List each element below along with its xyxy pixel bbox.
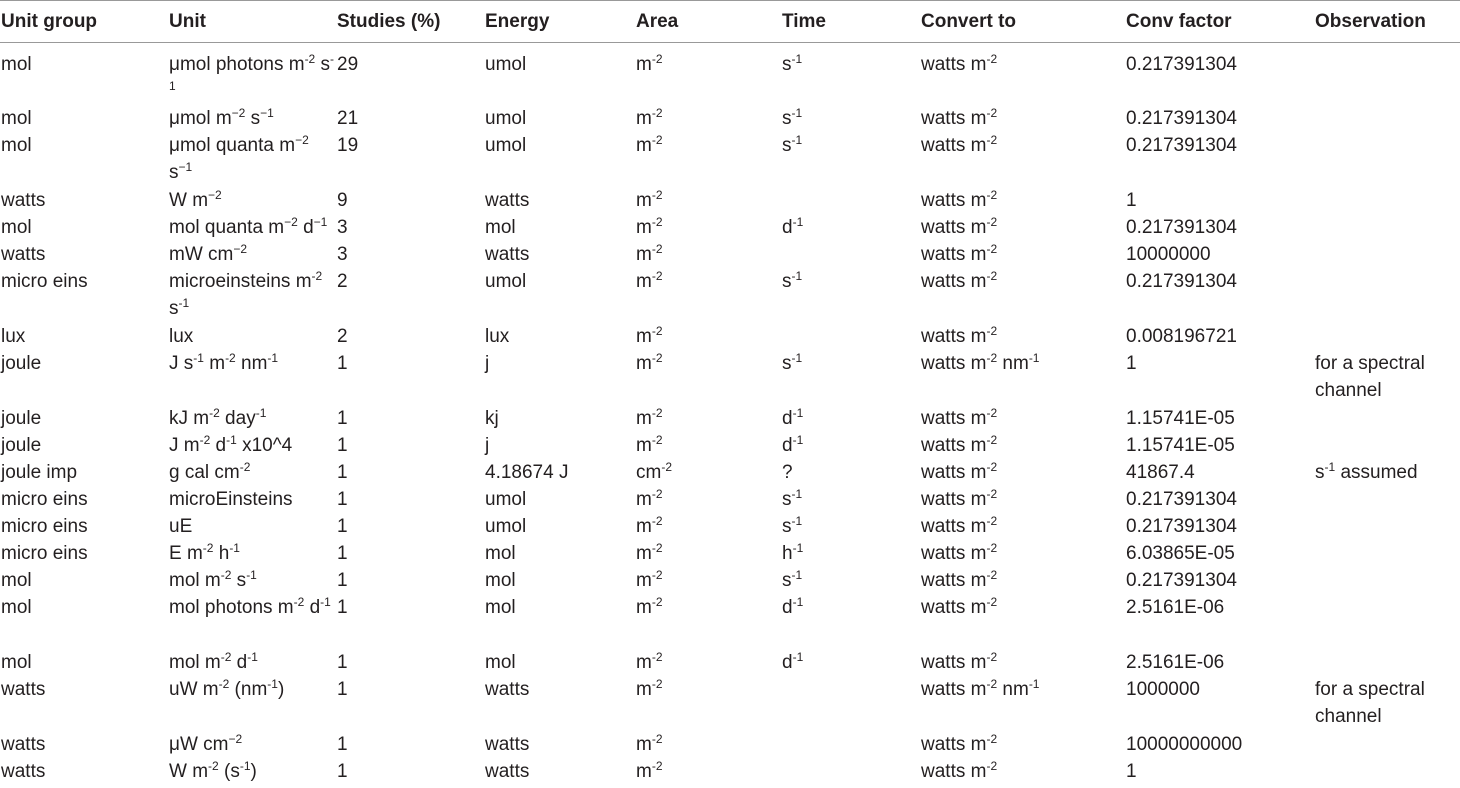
cell-convert-to: watts $m^{-2}$ <box>921 188 998 211</box>
table-row <box>0 758 1460 785</box>
table-row <box>0 513 1460 540</box>
cell-area: $m^{-2}$ <box>636 215 663 238</box>
cell-studies: 1 <box>337 435 348 456</box>
cell-studies: 1 <box>337 570 348 591</box>
cell-energy: umol <box>485 489 527 510</box>
header-unit-group: Unit group <box>0 1 168 43</box>
table-header <box>0 1 1460 43</box>
cell-convert-to: watts $m^{-2}$ <box>921 732 998 755</box>
cell-observation: for a spectral channel <box>1315 353 1425 401</box>
cell-convert-to: watts $m^{-2}$ $nm^{-1}$ <box>921 351 1040 374</box>
table-row <box>0 268 1460 323</box>
cell-area: $m^{-2}$ <box>636 269 663 292</box>
cell-area: $m^{-2}$ <box>636 433 663 456</box>
table-row <box>0 323 1460 350</box>
cell-conv-factor: 2.5161E-06 <box>1126 597 1225 618</box>
cell-studies: 1 <box>337 462 348 483</box>
cell-unit: lux <box>169 326 194 347</box>
cell-unit-group: mol <box>1 135 32 156</box>
cell-area: $m^{-2}$ <box>636 406 663 429</box>
cell-energy: umol <box>485 54 527 75</box>
cell-observation <box>1314 214 1460 241</box>
cell-time <box>781 187 920 214</box>
cell-observation <box>1314 649 1460 676</box>
cell-unit-group: mol <box>1 652 32 673</box>
cell-unit: uE <box>169 516 193 537</box>
cell-time <box>781 323 920 350</box>
cell-convert-to: watts $m^{-2}$ <box>921 514 998 537</box>
cell-observation <box>1314 486 1460 513</box>
cell-time: $s^{-1}$ <box>782 568 803 591</box>
cell-unit: microeinsteins $m^{-2}$ $s^{-1}$ <box>169 269 323 319</box>
cell-studies: 1 <box>337 652 348 673</box>
cell-convert-to: watts $m^{-2}$ <box>921 52 998 75</box>
header-conv-factor: Conv factor <box>1125 1 1314 43</box>
cell-energy: mol <box>485 543 516 564</box>
cell-observation <box>1314 405 1460 432</box>
cell-unit-group: joule imp <box>1 462 78 483</box>
cell-conv-factor: 0.008196721 <box>1126 326 1237 347</box>
cell-unit-group: mol <box>1 54 32 75</box>
cell-unit: E $m^{-2}$ $h^{-1}$ <box>169 541 240 564</box>
cell-time: $d^{-1}$ <box>782 650 804 673</box>
cell-convert-to: watts $m^{-2}$ <box>921 324 998 347</box>
cell-studies: 1 <box>337 353 348 374</box>
cell-energy: mol <box>485 570 516 591</box>
cell-conv-factor: 0.217391304 <box>1126 570 1237 591</box>
cell-studies: 2 <box>337 271 348 292</box>
cell-time: $d^{-1}$ <box>782 215 804 238</box>
cell-unit-group: micro eins <box>1 516 88 537</box>
cell-area: $m^{-2}$ <box>636 242 663 265</box>
table-row <box>0 676 1460 731</box>
cell-area: $m^{-2}$ <box>636 568 663 591</box>
cell-studies: 2 <box>337 326 348 347</box>
cell-observation: $s^{-1}$ assumed <box>1315 460 1418 483</box>
header-studies: Studies (%) <box>336 1 484 43</box>
cell-conv-factor: 1.15741E-05 <box>1126 435 1235 456</box>
cell-area: $m^{-2}$ <box>636 650 663 673</box>
cell-studies: 1 <box>337 489 348 510</box>
cell-area: $m^{-2}$ <box>636 677 663 700</box>
cell-unit-group: micro eins <box>1 489 88 510</box>
cell-energy: umol <box>485 271 527 292</box>
cell-studies: 1 <box>337 679 348 700</box>
table-row <box>0 459 1460 486</box>
cell-observation <box>1314 187 1460 214</box>
cell-unit-group: watts <box>1 190 46 211</box>
table-row <box>0 405 1460 432</box>
cell-convert-to: watts $m^{-2}$ <box>921 460 998 483</box>
cell-energy: umol <box>485 516 527 537</box>
cell-studies: 19 <box>337 135 359 156</box>
cell-energy: lux <box>485 326 510 347</box>
header-energy: Energy <box>484 1 635 43</box>
cell-conv-factor: 41867.4 <box>1126 462 1195 483</box>
cell-convert-to: watts $m^{-2}$ <box>921 269 998 292</box>
cell-unit-group: mol <box>1 570 32 591</box>
cell-conv-factor: 1 <box>1126 761 1137 782</box>
cell-convert-to: watts $m^{-2}$ <box>921 759 998 782</box>
cell-unit-group: micro eins <box>1 543 88 564</box>
cell-convert-to: watts $m^{-2}$ <box>921 406 998 429</box>
cell-convert-to: watts $m^{-2}$ <box>921 133 998 156</box>
header-unit: Unit <box>168 1 336 43</box>
cell-convert-to: watts $m^{-2}$ <box>921 595 998 618</box>
cell-conv-factor: 1.15741E-05 <box>1126 408 1235 429</box>
cell-unit: mol $m^{-2}$ $d^{-1}$ <box>169 650 258 673</box>
table-row <box>0 649 1460 676</box>
cell-energy: mol <box>485 652 516 673</box>
cell-convert-to: watts $m^{-2}$ <box>921 106 998 129</box>
header-observation: Observation <box>1314 1 1460 43</box>
cell-unit: μmol photons $m^{-2}$ $s^{-1}$ <box>169 52 335 93</box>
cell-energy: watts <box>485 244 530 265</box>
cell-unit-group: joule <box>1 353 42 374</box>
cell-time: $d^{-1}$ <box>782 406 804 429</box>
table-row <box>0 187 1460 214</box>
cell-conv-factor: 1000000 <box>1126 679 1200 700</box>
cell-unit-group: mol <box>1 217 32 238</box>
cell-conv-factor: 10000000 <box>1126 244 1211 265</box>
cell-unit-group: mol <box>1 597 32 618</box>
cell-unit-group: joule <box>1 408 42 429</box>
table-row <box>0 594 1460 649</box>
cell-area: $m^{-2}$ <box>636 595 663 618</box>
cell-area: $m^{-2}$ <box>636 324 663 347</box>
cell-studies: 29 <box>337 54 359 75</box>
table-row <box>0 105 1460 132</box>
cell-unit: microEinsteins <box>169 489 293 510</box>
cell-unit: μmol quanta $m^{-2}$ $s^{-1}$ <box>169 133 309 183</box>
cell-unit: mW $cm^{-2}$ <box>169 242 248 265</box>
table-row <box>0 132 1460 187</box>
cell-area: $m^{-2}$ <box>636 487 663 510</box>
cell-energy: 4.18674 J <box>485 462 569 483</box>
cell-conv-factor: 0.217391304 <box>1126 54 1237 75</box>
cell-time <box>781 758 920 785</box>
table-row <box>0 350 1460 405</box>
cell-unit: g cal $cm^{-2}$ <box>169 460 251 483</box>
cell-energy: mol <box>485 597 516 618</box>
cell-energy: umol <box>485 108 527 129</box>
cell-observation <box>1314 241 1460 268</box>
cell-studies: 1 <box>337 761 348 782</box>
table-row <box>0 731 1460 758</box>
cell-observation <box>1314 323 1460 350</box>
cell-energy: j <box>485 435 490 456</box>
cell-studies: 9 <box>337 190 348 211</box>
cell-time <box>781 731 920 758</box>
cell-unit: uW $m^{-2}$ $(nm^{-1})$ <box>169 677 285 700</box>
cell-energy: kj <box>485 408 499 429</box>
cell-unit: μW $cm^{-2}$ <box>169 732 243 755</box>
cell-observation <box>1314 758 1460 785</box>
cell-observation <box>1314 540 1460 567</box>
cell-unit: mol photons $m^{-2}$ $d^{-1}$ <box>169 595 331 618</box>
cell-conv-factor: 2.5161E-06 <box>1126 652 1225 673</box>
cell-unit: μmol $m^{-2}$ $s^{-1}$ <box>169 106 274 129</box>
cell-observation <box>1314 567 1460 594</box>
cell-conv-factor: 0.217391304 <box>1126 135 1237 156</box>
cell-area: $m^{-2}$ <box>636 732 663 755</box>
table-row <box>0 540 1460 567</box>
cell-convert-to: watts $m^{-2}$ <box>921 215 998 238</box>
cell-unit-group: joule <box>1 435 42 456</box>
cell-energy: watts <box>485 761 530 782</box>
cell-unit-group: watts <box>1 244 46 265</box>
cell-energy: watts <box>485 190 530 211</box>
cell-convert-to: watts $m^{-2}$ <box>921 541 998 564</box>
cell-time: $s^{-1}$ <box>782 487 803 510</box>
cell-observation <box>1314 105 1460 132</box>
cell-time: $s^{-1}$ <box>782 52 803 75</box>
cell-studies: 1 <box>337 734 348 755</box>
header-convert-to: Convert to <box>920 1 1125 43</box>
cell-conv-factor: 0.217391304 <box>1126 489 1237 510</box>
cell-conv-factor: 1 <box>1126 353 1137 374</box>
table-row <box>0 432 1460 459</box>
cell-studies: 21 <box>337 108 359 129</box>
cell-area: $m^{-2}$ <box>636 133 663 156</box>
table-row <box>0 567 1460 594</box>
cell-unit: J $m^{-2}$ $d^{-1}$ x10^4 <box>169 433 293 456</box>
cell-studies: 3 <box>337 244 348 265</box>
table-row <box>0 43 1460 106</box>
cell-unit-group: watts <box>1 734 46 755</box>
cell-observation <box>1314 731 1460 758</box>
cell-time: $s^{-1}$ <box>782 106 803 129</box>
cell-conv-factor: 0.217391304 <box>1126 271 1237 292</box>
cell-area: $m^{-2}$ <box>636 351 663 374</box>
cell-conv-factor: 0.217391304 <box>1126 108 1237 129</box>
cell-conv-factor: 10000000000 <box>1126 734 1243 755</box>
cell-studies: 3 <box>337 217 348 238</box>
cell-time: $s^{-1}$ <box>782 269 803 292</box>
cell-observation: for a spectral channel <box>1315 679 1425 727</box>
cell-energy: mol <box>485 217 516 238</box>
cell-unit: W $m^{-2}$ <box>169 188 222 211</box>
cell-time: ? <box>782 462 793 483</box>
cell-unit: W $m^{-2}$ $(s^{-1})$ <box>169 759 257 782</box>
cell-observation <box>1314 594 1460 649</box>
cell-energy: j <box>485 353 490 374</box>
cell-unit: mol $m^{-2}$ $s^{-1}$ <box>169 568 257 591</box>
cell-convert-to: watts $m^{-2}$ <box>921 242 998 265</box>
cell-conv-factor: 0.217391304 <box>1126 217 1237 238</box>
cell-observation <box>1314 43 1460 106</box>
cell-energy: umol <box>485 135 527 156</box>
cell-area: $m^{-2}$ <box>636 52 663 75</box>
cell-time <box>781 241 920 268</box>
cell-studies: 1 <box>337 597 348 618</box>
cell-time: $s^{-1}$ <box>782 133 803 156</box>
header-area: Area <box>635 1 781 43</box>
cell-studies: 1 <box>337 543 348 564</box>
cell-convert-to: watts $m^{-2}$ <box>921 568 998 591</box>
cell-conv-factor: 1 <box>1126 190 1137 211</box>
cell-time: $h^{-1}$ <box>782 541 804 564</box>
cell-observation <box>1314 268 1460 323</box>
cell-studies: 1 <box>337 408 348 429</box>
cell-convert-to: watts $m^{-2}$ <box>921 433 998 456</box>
cell-convert-to: watts $m^{-2}$ <box>921 650 998 673</box>
cell-observation <box>1314 513 1460 540</box>
cell-time: $d^{-1}$ <box>782 433 804 456</box>
header-row <box>0 1 1460 43</box>
cell-energy: watts <box>485 679 530 700</box>
cell-unit-group: watts <box>1 761 46 782</box>
cell-unit: kJ $m^{-2}$ day$^{-1}$ <box>169 406 267 429</box>
cell-unit-group: mol <box>1 108 32 129</box>
cell-time: $s^{-1}$ <box>782 514 803 537</box>
cell-unit: mol quanta $m^{-2}$ $d^{-1}$ <box>169 215 328 238</box>
cell-energy: watts <box>485 734 530 755</box>
cell-unit-group: watts <box>1 679 46 700</box>
cell-observation <box>1314 432 1460 459</box>
cell-area: $m^{-2}$ <box>636 759 663 782</box>
cell-conv-factor: 0.217391304 <box>1126 516 1237 537</box>
cell-observation <box>1314 132 1460 187</box>
cell-time: $d^{-1}$ <box>782 595 804 618</box>
cell-unit-group: micro eins <box>1 271 88 292</box>
cell-convert-to: watts $m^{-2}$ <box>921 487 998 510</box>
cell-unit-group: lux <box>1 326 26 347</box>
cell-area: $m^{-2}$ <box>636 514 663 537</box>
cell-area: $cm^{-2}$ <box>636 460 672 483</box>
cell-convert-to: watts $m^{-2}$ $nm^{-1}$ <box>921 677 1040 700</box>
cell-area: $m^{-2}$ <box>636 188 663 211</box>
cell-studies: 1 <box>337 516 348 537</box>
table-body <box>0 43 1460 786</box>
table-row <box>0 241 1460 268</box>
cell-time: $s^{-1}$ <box>782 351 803 374</box>
table-row <box>0 214 1460 241</box>
cell-conv-factor: 6.03865E-05 <box>1126 543 1235 564</box>
cell-unit: J $s^{-1}$ $m^{-2}$ $nm^{-1}$ <box>169 351 279 374</box>
header-time: Time <box>781 1 920 43</box>
cell-time <box>781 676 920 731</box>
table-row <box>0 486 1460 513</box>
cell-area: $m^{-2}$ <box>636 541 663 564</box>
cell-area: $m^{-2}$ <box>636 106 663 129</box>
